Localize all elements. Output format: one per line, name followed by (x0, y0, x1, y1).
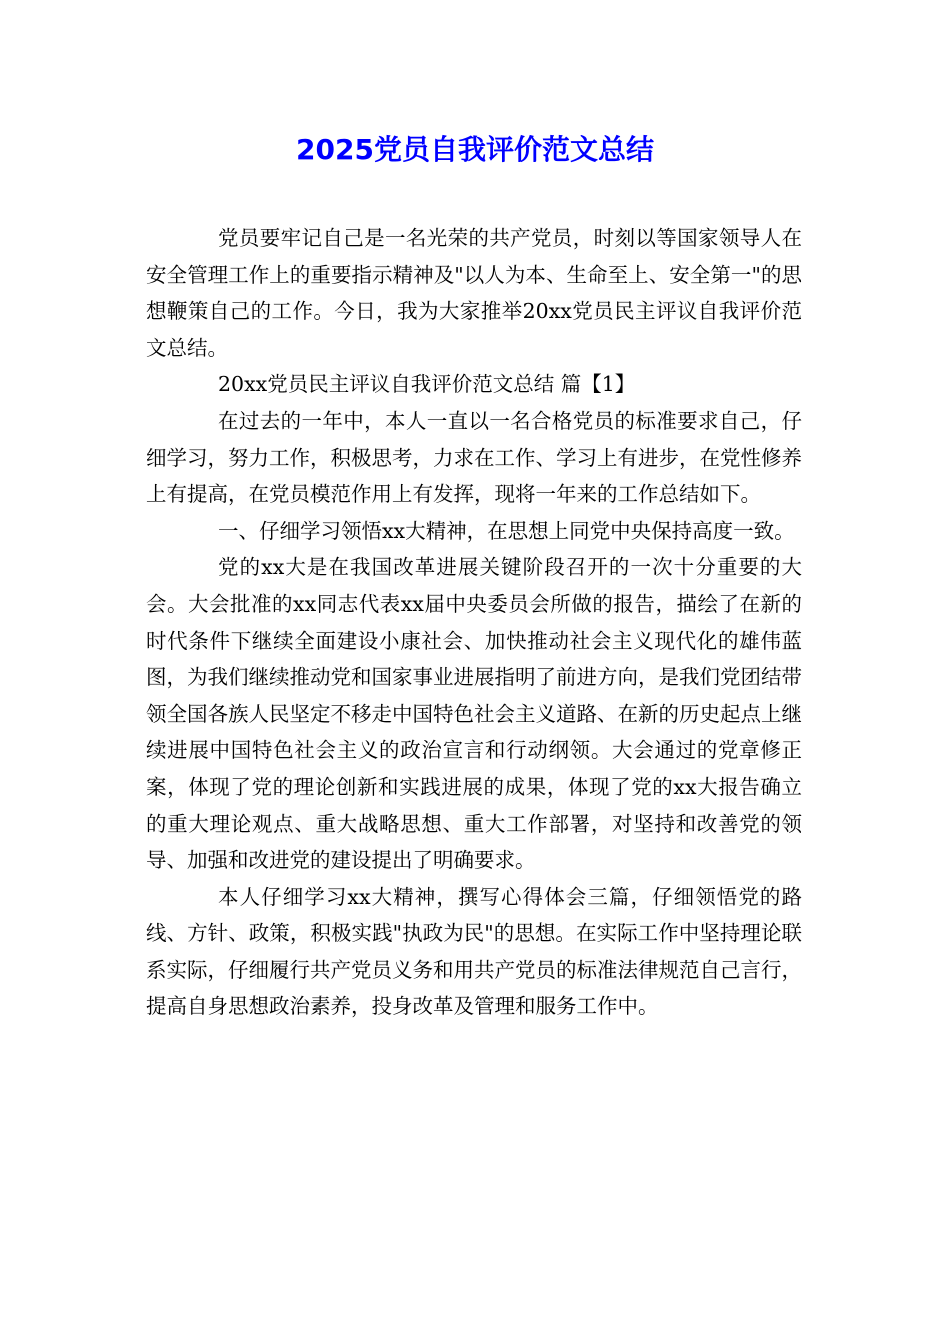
document-title: 2025党员自我评价范文总结 (296, 133, 654, 166)
paragraph-point-one: 一、仔细学习领悟xx大精神，在思想上同党中央保持高度一致。 (218, 518, 795, 543)
section-heading: 20xx党员民主评议自我评价范文总结 篇【1】 (218, 372, 636, 397)
paragraph-summary: 在过去的一年中，本人一直以一名合格党员的标准要求自己，仔细学习，努力工作，积极思考，力求在工作、学习上有进步，在党性修养上有提高，在党员模范作用上有发挥，现将一年来的工作总结如下。 (146, 408, 802, 507)
document-body (146, 220, 802, 1025)
paragraph-study: 本人仔细学习xx大精神，撰写心得体会三篇，仔细领悟党的路线、方针、政策，积极实践"执政为民"的思想。在实际工作中坚持理论联系实际，仔细履行共产党员义务和用共产党员的标准法律规范自己言行，提高自身思想政治素养，投身改革及管理和服务工作中。 (146, 884, 802, 1019)
paragraph-congress: 党的xx大是在我国改革进展关键阶段召开的一次十分重要的大会。大会批准的xx同志代表xx届中央委员会所做的报告，描绘了在新的时代条件下继续全面建设小康社会、加快推动社会主义现代化的雄伟蓝图，为我们继续推动党和国家事业进展指明了前进方向，是我们党团结带领全国各族人民坚定不移走中国特色社会主义道路、在新的历史起点上继续进展中国特色社会主义的政治宣言和行动纲领。大会通过的党章修正案，体现了党的理论创新和实践进展的成果，体现了党的xx大报告确立的重大理论观点、重大战略思想、重大工作部署，对坚持和改善党的领导、加强和改进党的建设提出了明确要求。 (146, 555, 802, 873)
paragraph-intro: 党员要牢记自己是一名光荣的共产党员，时刻以等国家领导人在安全管理工作上的重要指示精神及"以人为本、生命至上、安全第一"的思想鞭策自己的工作。今日，我为大家推举20xx党员民主评议自我评价范文总结。 (146, 226, 802, 360)
